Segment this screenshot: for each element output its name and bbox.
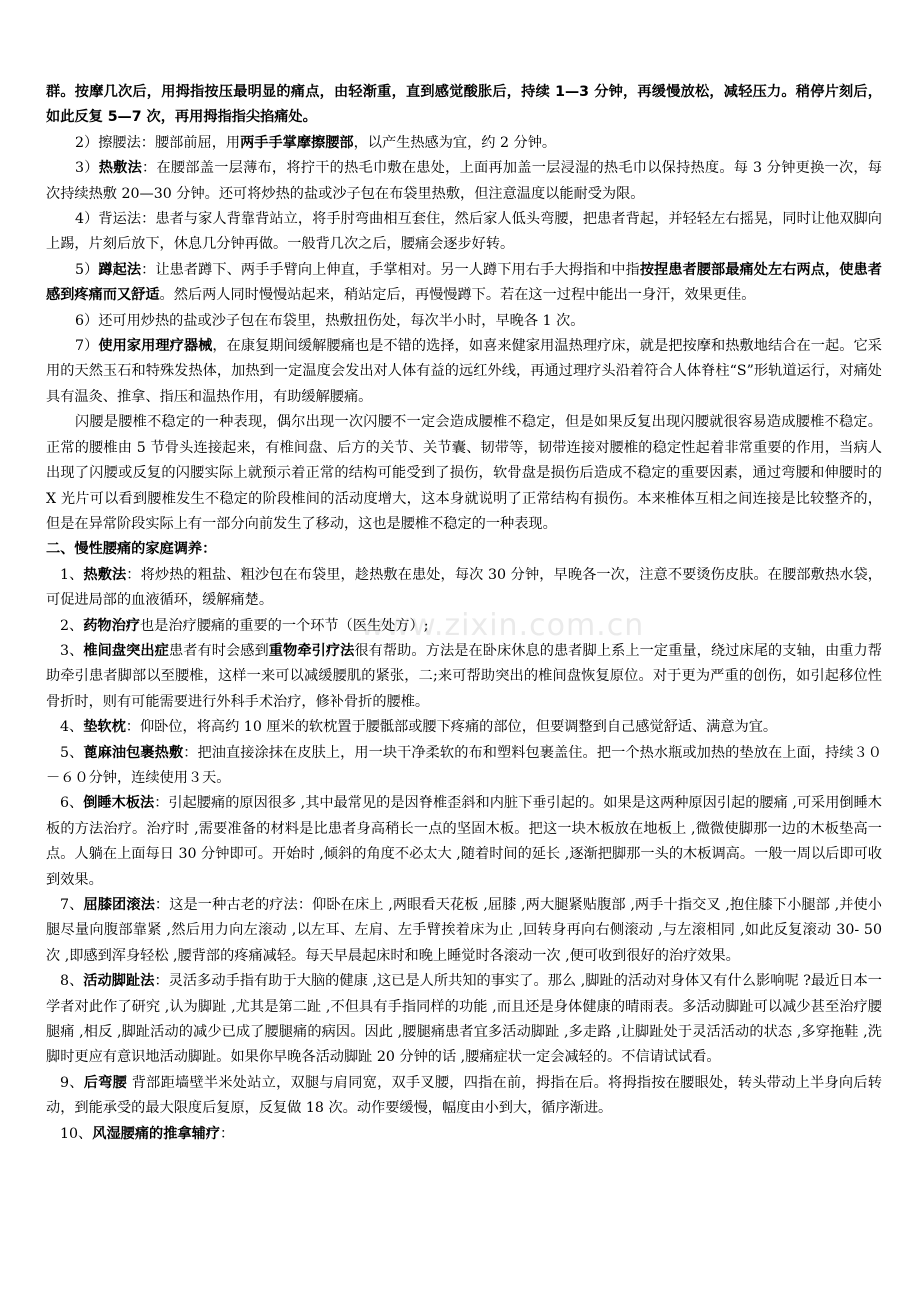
paragraph-continued: 群。按摩几次后，用拇指按压最明显的痛点，由轻渐重，直到感觉酸胀后，持续 1—3 分钟，再缓慢放松，减轻压力。稍停片刻后，如此反复 5—7 次，再用拇指指尖掐痛处。 — [46, 84, 882, 126]
item-9: 9、后弯腰 背部距墙壁半米处站立，双腿与肩同宽，双手叉腰，四指在前，拇指在后。将拇指按在腰眼处，转头带动上半身向后转动，到能承受的最大限度后复原，反复做 18 次。动作要缓慢，幅度由小到大，循序渐进。 — [46, 1074, 882, 1117]
item-8: 8、活动脚趾法：灵活多动手指有助于大脑的健康 ,这已是人所共知的事实了。那么 ,脚趾的活动对身体又有什么影响呢 ?最近日本一学者对此作了研究 ,认为脚趾 ,尤其是第二趾 ,不但具有手指同样的功能 ,而且还是身体健康的晴雨表。多活动脚趾可以减少甚至治疗腰腿痛 ,相反 ,脚趾活动的减少已成了腰腿痛的病因。因此 ,腰腿痛患者宜多活动脚趾 ,多走路 ,让脚趾处于灵活活动的状态 ,多穿拖鞋 ,洗脚时更应有意识地活动脚趾。如果你早晚各活动脚趾 20 分钟的话 ,腰痛症状一定会减轻的。不信请试试看。 — [46, 973, 882, 1066]
paragraph-therapy-device: 7）使用家用理疗器械，在康复期间缓解腰痛也是不错的选择，如喜来健家用温热理疗床，就是把按摩和热敷地结合在一起。它采用的天然玉石和特殊发热体，加热到一定温度会发出对人体有益的远红外线，再通过理疗头沿着符合人体脊柱“S”形轨道运行，对痛处具有温灸、推拿、指压和温热作用，有助缓解腰痛。 — [46, 338, 882, 405]
item-4: 4、垫软枕：仰卧位，将高约 10 厘米的软枕置于腰骶部或腰下疼痛的部位，但要调整到自己感觉舒适、满意为宜。 — [60, 719, 778, 736]
item-10: 10、风湿腰痛的推拿辅疗： — [60, 1125, 235, 1142]
paragraph-back-carry: 4）背运法：患者与家人背靠背站立，将手肘弯曲相互套住，然后家人低头弯腰，把患者背起，并轻轻左右摇晃，同时让他双脚向上踢，片刻后放下，休息几分钟再做。一般背几次之后，腰痛会逐步好转。 — [46, 211, 882, 253]
section-heading-chronic: 二、慢性腰痛的家庭调养： — [46, 541, 217, 558]
watermark: www.zixin.com.cn — [360, 608, 645, 643]
paragraph-rub-waist: 2）擦腰法：腰部前屈，用两手手掌摩擦腰部，以产生热感为宜，约 2 分钟。 — [75, 134, 557, 151]
item-7: 7、屈膝团滚法：这是一种古老的疗法：仰卧在床上 ,两眼看天花板 ,屈膝 ,两大腿紧贴腹部 ,两手十指交叉 ,抱住膝下小腿部 ,并使小腿尽量向腹部靠紧 ,然后用力向左滚动 ,以左耳、左肩、左手臂挨着床为止 ,回转身再向右侧滚动 ,与左滚相同 ,如此反复滚动 30- 50 次 ,即感到浑身轻松 ,腰背部的疼痛减轻。每天早晨起床时和晚上睡觉时各滚动一次 ,便可收到很好的治疗效果。 — [46, 897, 882, 964]
item-2: 2、药物治疗也是治疗腰痛的重要的一个环节（医生处方）; — [60, 617, 429, 634]
document-body — [46, 80, 882, 1147]
item-5: 5、蓖麻油包裹热敷：把油直接涂抹在皮肤上，用一块干净柔软的布和塑料包裹盖住。把一个热水瓶或加热的垫放在上面，持续３０－６０分钟，连续使用３天。 — [46, 744, 882, 786]
item-6: 6、倒睡木板法：引起腰痛的原因很多 ,其中最常见的是因脊椎歪斜和内脏下垂引起的。如果是这两种原因引起的腰痛 ,可采用倒睡木板的方法治疗。治疗时 ,需要准备的材料是比患者身高稍长一点的坚固木板。把这一块木板放在地板上 ,微微使脚那一边的木板垫高一点。人躺在上面每日 30 分钟即可。开始时 ,倾斜的角度不必太大 ,随着时间的延长 ,逐渐把脚那一头的木板调高。一般一周以后即可收到效果。 — [46, 795, 882, 888]
item-3: 3、椎间盘突出症患者有时会感到重物牵引疗法很有帮助。方法是在卧床休息的患者脚上系上一定重量，绕过床尾的支轴，由重力帮助牵引患者脚部以至腰椎，这样一来可以减缓腰肌的紧张，二;来可帮助突出的椎间盘恢复原位。对于更为严重的创伤，如引起移位性骨折时，则有可能需要进行外科手术治疗，修补骨折的腰椎。 — [46, 642, 882, 710]
paragraph-squat: 5）蹲起法：让患者蹲下、两手手臂向上伸直，手掌相对。另一人蹲下用右手大拇指和中指按捏患者腰部最痛处左右两点，使患者感到疼痛而又舒适。然后两人同时慢慢站起来，稍站定后，再慢慢蹲下。若在这一过程中能出一身汗，效果更佳。 — [46, 261, 882, 304]
paragraph-hot-compress: 3）热敷法：在腰部盖一层薄布，将拧干的热毛巾敷在患处，上面再加盖一层浸湿的热毛巾以保持热度。每 3 分钟更换一次，每次持续热敷 20—30 分钟。还可将炒热的盐或沙子包在布袋里热敷，但注意温度以能耐受为限。 — [46, 160, 882, 202]
paragraph-lumbar-instability: 闪腰是腰椎不稳定的一种表现，偶尔出现一次闪腰不一定会造成腰椎不稳定，但是如果反复出现闪腰就很容易造成腰椎不稳定。正常的腰椎由 5 节骨头连接起来，有椎间盘、后方的关节、关节囊、韧带等，韧带连接对腰椎的稳定性起着非常重要的作用，当病人出现了闪腰或反复的闪腰实际上就预示着正常的结构可能受到了损伤，软骨盘是损伤后造成不稳定的重要因素，通过弯腰和伸腰时的 X 光片可以看到腰椎发生不稳定的阶段椎间的活动度增大，这本身就说明了正常结构有损伤。本来椎体互相之间连接是比较整齐的，但是在异常阶段实际上有一部分向前发生了移动，这也是腰椎不稳定的一种表现。 — [46, 414, 882, 532]
item-1: 1、热敷法：将炒热的粗盐、粗沙包在布袋里，趁热敷在患处，每次 30 分钟，早晚各一次，注意不要烫伤皮肤。在腰部敷热水袋，可促进局部的血液循环，缓解痛楚。 — [46, 566, 882, 609]
paragraph-salt-bag: 6）还可用炒热的盐或沙子包在布袋里，热敷扭伤处，每次半小时，早晚各 1 次。 — [75, 312, 585, 329]
